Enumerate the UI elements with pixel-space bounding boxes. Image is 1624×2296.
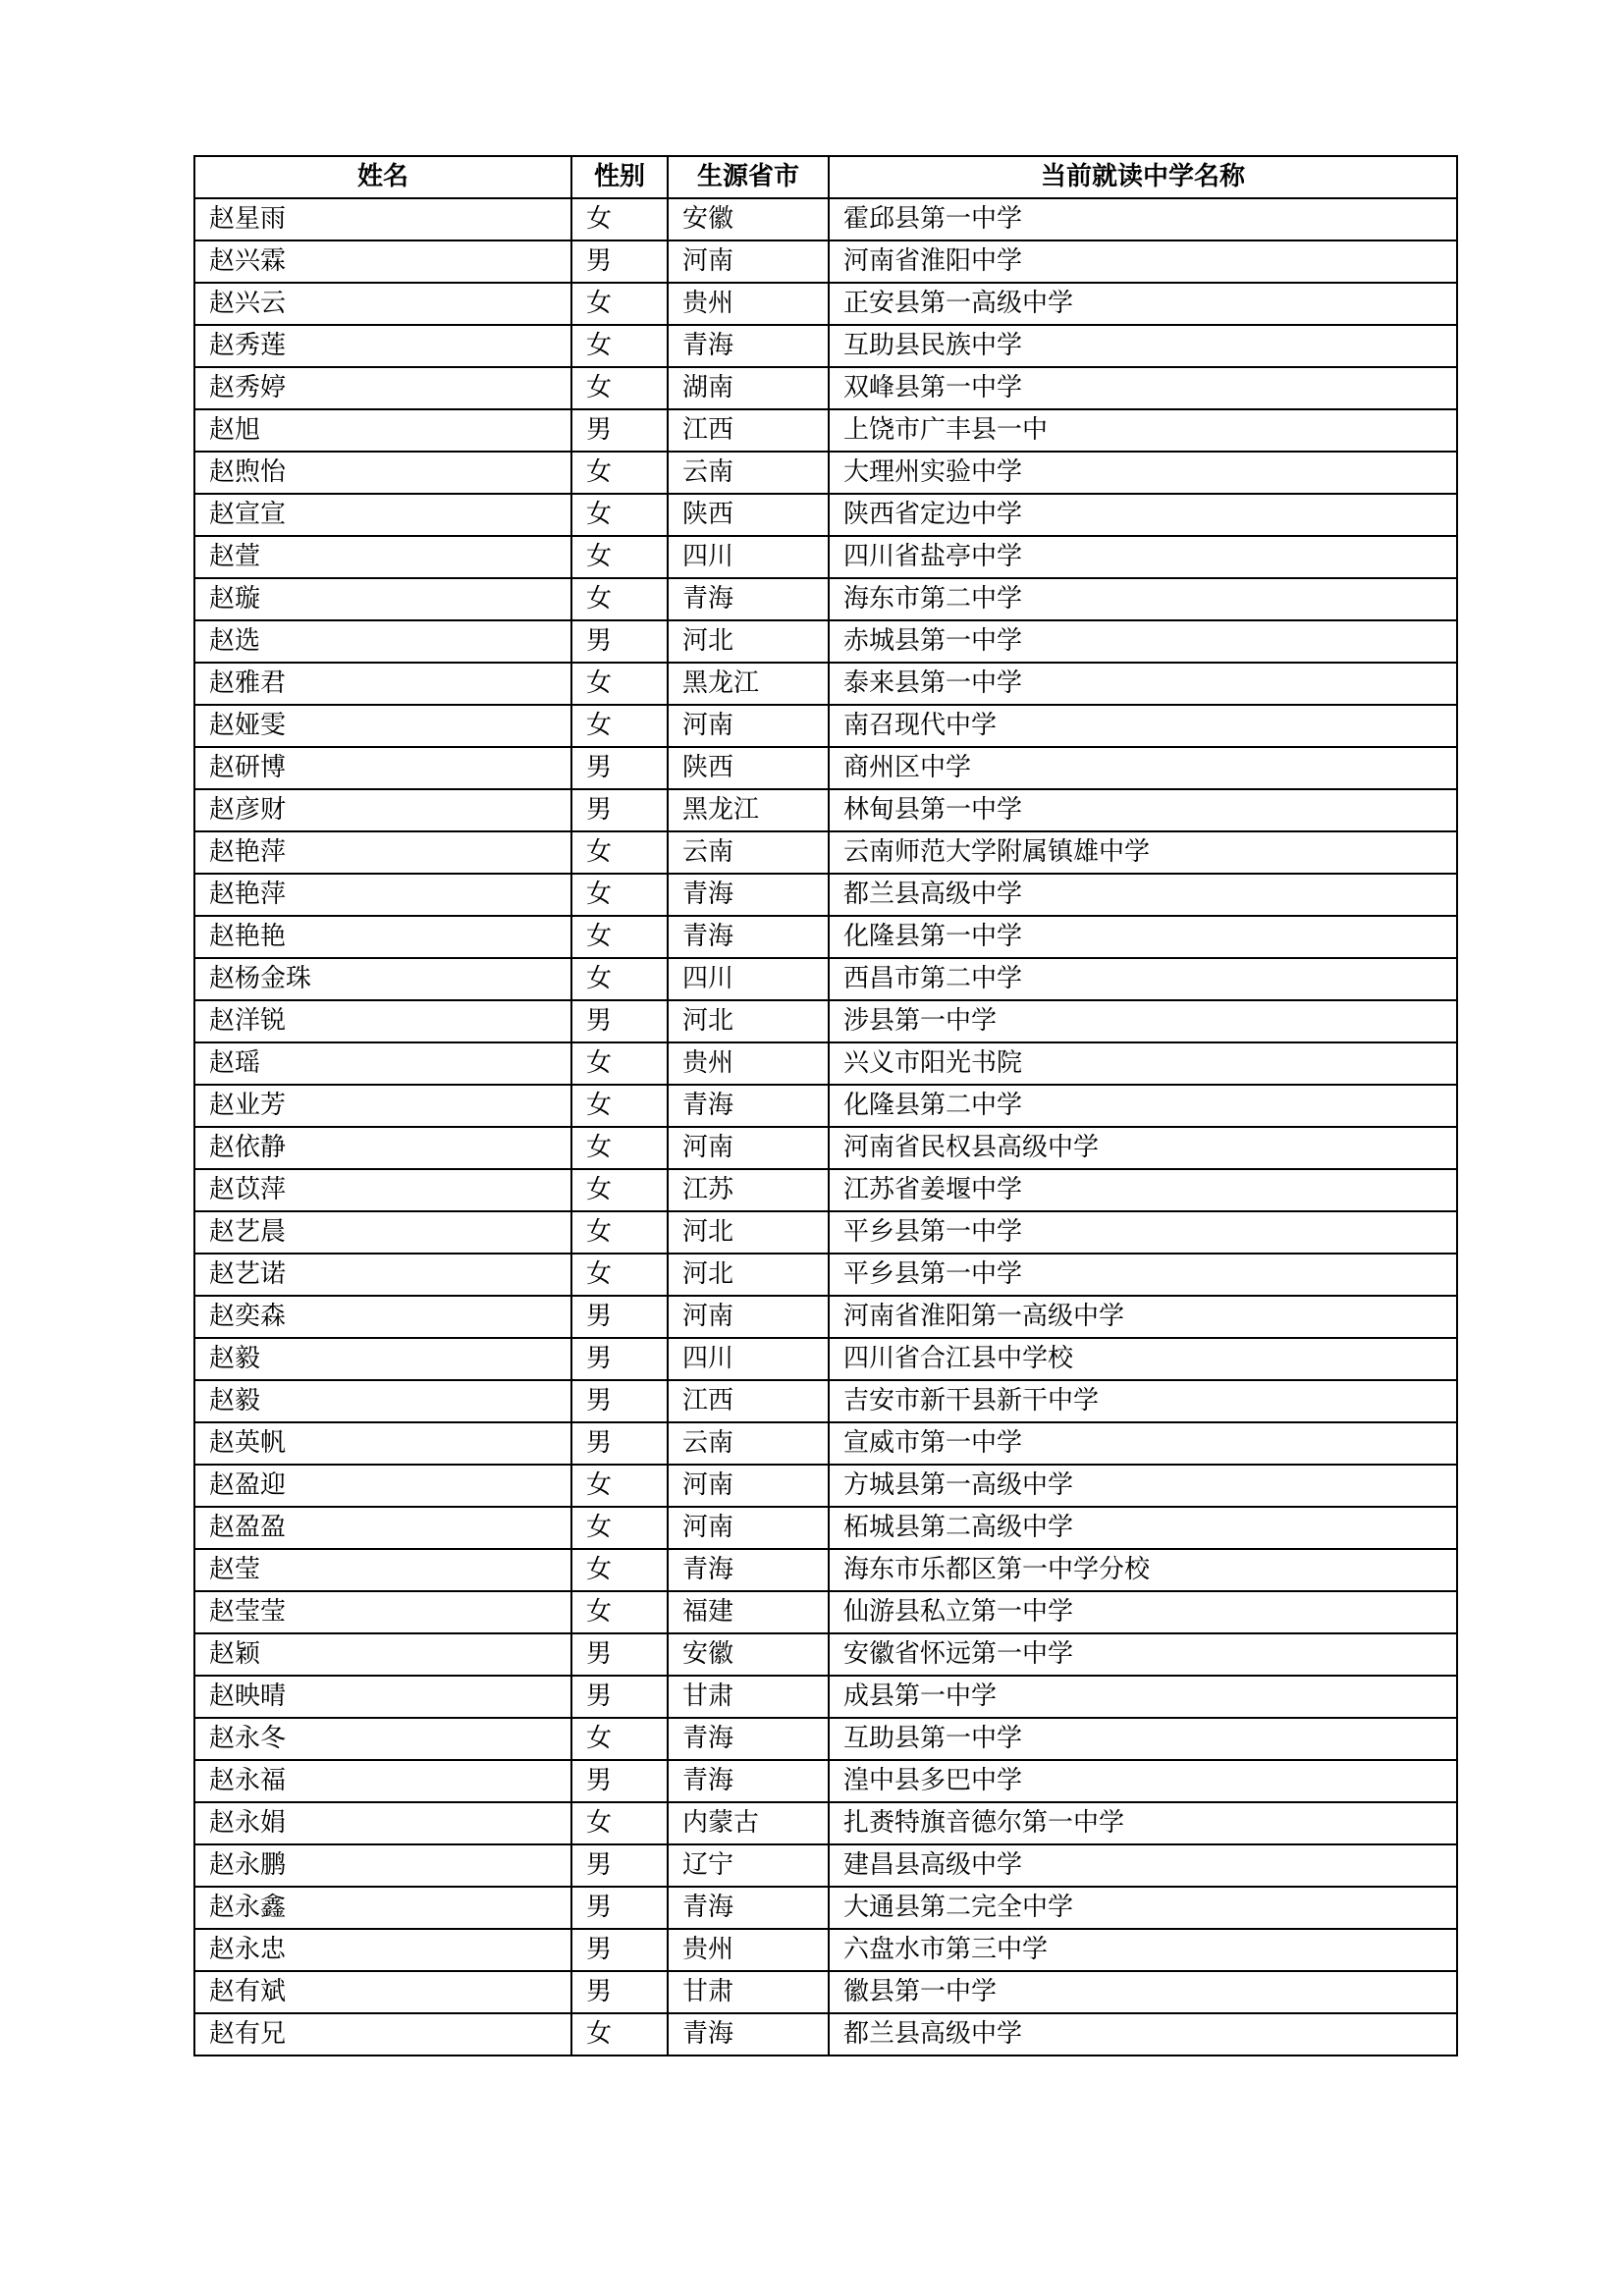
cell-province: 河北 xyxy=(668,1000,829,1042)
cell-province: 辽宁 xyxy=(668,1844,829,1887)
table-row xyxy=(194,1760,1457,1802)
table-body xyxy=(194,198,1457,2056)
cell-province: 云南 xyxy=(668,452,829,494)
cell-school: 江苏省姜堰中学 xyxy=(829,1169,1457,1211)
cell-name: 赵永娟 xyxy=(194,1802,571,1844)
cell-province: 福建 xyxy=(668,1591,829,1633)
table-row xyxy=(194,1296,1457,1338)
cell-province: 河南 xyxy=(668,1507,829,1549)
cell-gender: 女 xyxy=(571,831,668,874)
cell-province: 青海 xyxy=(668,1549,829,1591)
table-row xyxy=(194,1633,1457,1676)
cell-name: 赵艳艳 xyxy=(194,916,571,958)
cell-province: 青海 xyxy=(668,578,829,620)
cell-province: 黑龙江 xyxy=(668,663,829,705)
table-row xyxy=(194,958,1457,1000)
cell-province: 安徽 xyxy=(668,1633,829,1676)
cell-gender: 女 xyxy=(571,1718,668,1760)
table-row xyxy=(194,367,1457,409)
cell-province: 四川 xyxy=(668,1338,829,1380)
cell-school: 正安县第一高级中学 xyxy=(829,283,1457,325)
cell-school: 湟中县多巴中学 xyxy=(829,1760,1457,1802)
table-row xyxy=(194,325,1457,367)
cell-gender: 女 xyxy=(571,325,668,367)
cell-province: 青海 xyxy=(668,1760,829,1802)
cell-province: 贵州 xyxy=(668,1042,829,1085)
cell-school: 赤城县第一中学 xyxy=(829,620,1457,663)
cell-name: 赵永冬 xyxy=(194,1718,571,1760)
cell-gender: 男 xyxy=(571,747,668,789)
cell-province: 河南 xyxy=(668,1296,829,1338)
cell-name: 赵颖 xyxy=(194,1633,571,1676)
table-row xyxy=(194,1085,1457,1127)
cell-province: 河北 xyxy=(668,1211,829,1254)
cell-school: 林甸县第一中学 xyxy=(829,789,1457,831)
table-row xyxy=(194,240,1457,283)
table-row xyxy=(194,409,1457,452)
table-row xyxy=(194,1929,1457,1971)
cell-name: 赵艺晨 xyxy=(194,1211,571,1254)
cell-gender: 男 xyxy=(571,1338,668,1380)
cell-province: 湖南 xyxy=(668,367,829,409)
cell-province: 青海 xyxy=(668,1887,829,1929)
cell-school: 云南师范大学附属镇雄中学 xyxy=(829,831,1457,874)
cell-school: 兴义市阳光书院 xyxy=(829,1042,1457,1085)
cell-name: 赵璇 xyxy=(194,578,571,620)
cell-school: 六盘水市第三中学 xyxy=(829,1929,1457,1971)
cell-school: 平乡县第一中学 xyxy=(829,1254,1457,1296)
table-row xyxy=(194,1465,1457,1507)
table-row xyxy=(194,747,1457,789)
cell-school: 化隆县第一中学 xyxy=(829,916,1457,958)
cell-province: 河南 xyxy=(668,705,829,747)
cell-gender: 男 xyxy=(571,1971,668,2013)
cell-school: 仙游县私立第一中学 xyxy=(829,1591,1457,1633)
cell-province: 河南 xyxy=(668,1465,829,1507)
cell-gender: 女 xyxy=(571,283,668,325)
cell-school: 方城县第一高级中学 xyxy=(829,1465,1457,1507)
cell-school: 互助县民族中学 xyxy=(829,325,1457,367)
cell-gender: 男 xyxy=(571,1844,668,1887)
cell-name: 赵洋锐 xyxy=(194,1000,571,1042)
cell-name: 赵业芳 xyxy=(194,1085,571,1127)
cell-school: 商州区中学 xyxy=(829,747,1457,789)
cell-school: 扎赉特旗音德尔第一中学 xyxy=(829,1802,1457,1844)
cell-province: 江苏 xyxy=(668,1169,829,1211)
cell-name: 赵毅 xyxy=(194,1338,571,1380)
cell-gender: 女 xyxy=(571,1591,668,1633)
cell-province: 青海 xyxy=(668,325,829,367)
cell-province: 四川 xyxy=(668,536,829,578)
cell-province: 甘肃 xyxy=(668,1676,829,1718)
cell-gender: 女 xyxy=(571,705,668,747)
cell-school: 大理州实验中学 xyxy=(829,452,1457,494)
cell-province: 青海 xyxy=(668,874,829,916)
cell-province: 青海 xyxy=(668,1718,829,1760)
cell-name: 赵秀莲 xyxy=(194,325,571,367)
cell-name: 赵奕森 xyxy=(194,1296,571,1338)
cell-province: 陕西 xyxy=(668,747,829,789)
table-row xyxy=(194,283,1457,325)
cell-name: 赵选 xyxy=(194,620,571,663)
cell-name: 赵旭 xyxy=(194,409,571,452)
cell-school: 河南省淮阳中学 xyxy=(829,240,1457,283)
cell-gender: 女 xyxy=(571,1211,668,1254)
cell-gender: 男 xyxy=(571,789,668,831)
cell-school: 吉安市新干县新干中学 xyxy=(829,1380,1457,1422)
cell-province: 陕西 xyxy=(668,494,829,536)
cell-province: 河南 xyxy=(668,1127,829,1169)
cell-school: 西昌市第二中学 xyxy=(829,958,1457,1000)
cell-gender: 女 xyxy=(571,1254,668,1296)
table-row xyxy=(194,198,1457,240)
cell-name: 赵永福 xyxy=(194,1760,571,1802)
cell-school: 霍邱县第一中学 xyxy=(829,198,1457,240)
table-header-row xyxy=(194,156,1457,198)
table-row xyxy=(194,874,1457,916)
table-row xyxy=(194,452,1457,494)
table-row xyxy=(194,1718,1457,1760)
cell-province: 青海 xyxy=(668,916,829,958)
cell-school: 建昌县高级中学 xyxy=(829,1844,1457,1887)
cell-province: 云南 xyxy=(668,1422,829,1465)
cell-gender: 女 xyxy=(571,1042,668,1085)
cell-school: 海东市乐都区第一中学分校 xyxy=(829,1549,1457,1591)
table-row xyxy=(194,1802,1457,1844)
cell-name: 赵映晴 xyxy=(194,1676,571,1718)
header-school: 当前就读中学名称 xyxy=(829,156,1457,198)
table-row xyxy=(194,1971,1457,2013)
cell-gender: 女 xyxy=(571,1465,668,1507)
cell-gender: 男 xyxy=(571,1296,668,1338)
table-row xyxy=(194,1591,1457,1633)
cell-gender: 男 xyxy=(571,409,668,452)
cell-school: 化隆县第二中学 xyxy=(829,1085,1457,1127)
cell-school: 都兰县高级中学 xyxy=(829,874,1457,916)
cell-province: 贵州 xyxy=(668,283,829,325)
cell-school: 柘城县第二高级中学 xyxy=(829,1507,1457,1549)
cell-province: 江西 xyxy=(668,409,829,452)
cell-name: 赵盈迎 xyxy=(194,1465,571,1507)
cell-school: 平乡县第一中学 xyxy=(829,1211,1457,1254)
table-row xyxy=(194,1211,1457,1254)
cell-name: 赵永鹏 xyxy=(194,1844,571,1887)
cell-name: 赵秀婷 xyxy=(194,367,571,409)
table-row xyxy=(194,494,1457,536)
table-row xyxy=(194,1000,1457,1042)
cell-gender: 男 xyxy=(571,1380,668,1422)
cell-province: 内蒙古 xyxy=(668,1802,829,1844)
table-row xyxy=(194,578,1457,620)
cell-gender: 女 xyxy=(571,1127,668,1169)
table-row xyxy=(194,536,1457,578)
cell-school: 上饶市广丰县一中 xyxy=(829,409,1457,452)
cell-name: 赵永鑫 xyxy=(194,1887,571,1929)
cell-gender: 女 xyxy=(571,536,668,578)
cell-gender: 男 xyxy=(571,240,668,283)
cell-school: 安徽省怀远第一中学 xyxy=(829,1633,1457,1676)
cell-gender: 男 xyxy=(571,1000,668,1042)
cell-school: 涉县第一中学 xyxy=(829,1000,1457,1042)
cell-name: 赵永忠 xyxy=(194,1929,571,1971)
cell-name: 赵瑶 xyxy=(194,1042,571,1085)
cell-name: 赵煦怡 xyxy=(194,452,571,494)
cell-school: 双峰县第一中学 xyxy=(829,367,1457,409)
cell-gender: 女 xyxy=(571,874,668,916)
cell-gender: 女 xyxy=(571,578,668,620)
table-row xyxy=(194,1380,1457,1422)
cell-province: 云南 xyxy=(668,831,829,874)
cell-school: 徽县第一中学 xyxy=(829,1971,1457,2013)
header-province: 生源省市 xyxy=(668,156,829,198)
table-row xyxy=(194,831,1457,874)
cell-name: 赵有兄 xyxy=(194,2013,571,2056)
table-row xyxy=(194,1254,1457,1296)
cell-school: 四川省合江县中学校 xyxy=(829,1338,1457,1380)
table-row xyxy=(194,2013,1457,2056)
cell-province: 河北 xyxy=(668,620,829,663)
cell-province: 安徽 xyxy=(668,198,829,240)
cell-name: 赵莹 xyxy=(194,1549,571,1591)
table-row xyxy=(194,1844,1457,1887)
cell-name: 赵依静 xyxy=(194,1127,571,1169)
cell-name: 赵彦财 xyxy=(194,789,571,831)
cell-school: 成县第一中学 xyxy=(829,1676,1457,1718)
cell-province: 贵州 xyxy=(668,1929,829,1971)
cell-school: 互助县第一中学 xyxy=(829,1718,1457,1760)
table-row xyxy=(194,789,1457,831)
table-row xyxy=(194,1507,1457,1549)
cell-gender: 女 xyxy=(571,2013,668,2056)
cell-gender: 男 xyxy=(571,1633,668,1676)
cell-name: 赵杨金珠 xyxy=(194,958,571,1000)
cell-name: 赵娅雯 xyxy=(194,705,571,747)
cell-gender: 女 xyxy=(571,367,668,409)
cell-gender: 女 xyxy=(571,663,668,705)
table-row xyxy=(194,1549,1457,1591)
table-row xyxy=(194,1887,1457,1929)
cell-gender: 男 xyxy=(571,1760,668,1802)
cell-name: 赵雅君 xyxy=(194,663,571,705)
table-row xyxy=(194,1042,1457,1085)
cell-school: 四川省盐亭中学 xyxy=(829,536,1457,578)
cell-name: 赵星雨 xyxy=(194,198,571,240)
cell-gender: 男 xyxy=(571,1929,668,1971)
cell-province: 四川 xyxy=(668,958,829,1000)
cell-name: 赵宣宣 xyxy=(194,494,571,536)
cell-school: 大通县第二完全中学 xyxy=(829,1887,1457,1929)
cell-province: 青海 xyxy=(668,1085,829,1127)
cell-name: 赵研博 xyxy=(194,747,571,789)
header-name: 姓名 xyxy=(194,156,571,198)
table-row xyxy=(194,1676,1457,1718)
cell-province: 黑龙江 xyxy=(668,789,829,831)
table-row xyxy=(194,1169,1457,1211)
cell-school: 海东市第二中学 xyxy=(829,578,1457,620)
cell-gender: 女 xyxy=(571,958,668,1000)
cell-province: 河北 xyxy=(668,1254,829,1296)
cell-name: 赵艺诺 xyxy=(194,1254,571,1296)
cell-name: 赵盈盈 xyxy=(194,1507,571,1549)
cell-school: 宣威市第一中学 xyxy=(829,1422,1457,1465)
cell-name: 赵英帆 xyxy=(194,1422,571,1465)
header-gender: 性别 xyxy=(571,156,668,198)
cell-name: 赵有斌 xyxy=(194,1971,571,2013)
cell-name: 赵兴云 xyxy=(194,283,571,325)
cell-school: 泰来县第一中学 xyxy=(829,663,1457,705)
cell-school: 南召现代中学 xyxy=(829,705,1457,747)
cell-gender: 女 xyxy=(571,1169,668,1211)
cell-gender: 女 xyxy=(571,916,668,958)
cell-name: 赵毅 xyxy=(194,1380,571,1422)
cell-school: 陕西省定边中学 xyxy=(829,494,1457,536)
cell-gender: 男 xyxy=(571,620,668,663)
table-row xyxy=(194,1338,1457,1380)
table-row xyxy=(194,620,1457,663)
cell-school: 河南省淮阳第一高级中学 xyxy=(829,1296,1457,1338)
cell-name: 赵莹莹 xyxy=(194,1591,571,1633)
cell-gender: 女 xyxy=(571,1549,668,1591)
cell-gender: 男 xyxy=(571,1887,668,1929)
table-row xyxy=(194,663,1457,705)
cell-province: 河南 xyxy=(668,240,829,283)
cell-name: 赵苡萍 xyxy=(194,1169,571,1211)
table-row xyxy=(194,916,1457,958)
cell-name: 赵艳萍 xyxy=(194,874,571,916)
cell-name: 赵艳萍 xyxy=(194,831,571,874)
cell-school: 都兰县高级中学 xyxy=(829,2013,1457,2056)
cell-name: 赵兴霖 xyxy=(194,240,571,283)
student-roster-table xyxy=(193,155,1458,2056)
cell-gender: 女 xyxy=(571,1802,668,1844)
cell-gender: 男 xyxy=(571,1676,668,1718)
cell-gender: 女 xyxy=(571,198,668,240)
cell-province: 江西 xyxy=(668,1380,829,1422)
cell-province: 甘肃 xyxy=(668,1971,829,2013)
table-row xyxy=(194,1127,1457,1169)
cell-gender: 女 xyxy=(571,1085,668,1127)
cell-gender: 男 xyxy=(571,1422,668,1465)
cell-gender: 女 xyxy=(571,1507,668,1549)
cell-gender: 女 xyxy=(571,494,668,536)
cell-gender: 女 xyxy=(571,452,668,494)
cell-province: 青海 xyxy=(668,2013,829,2056)
table-row xyxy=(194,1422,1457,1465)
cell-name: 赵萱 xyxy=(194,536,571,578)
table-row xyxy=(194,705,1457,747)
cell-school: 河南省民权县高级中学 xyxy=(829,1127,1457,1169)
